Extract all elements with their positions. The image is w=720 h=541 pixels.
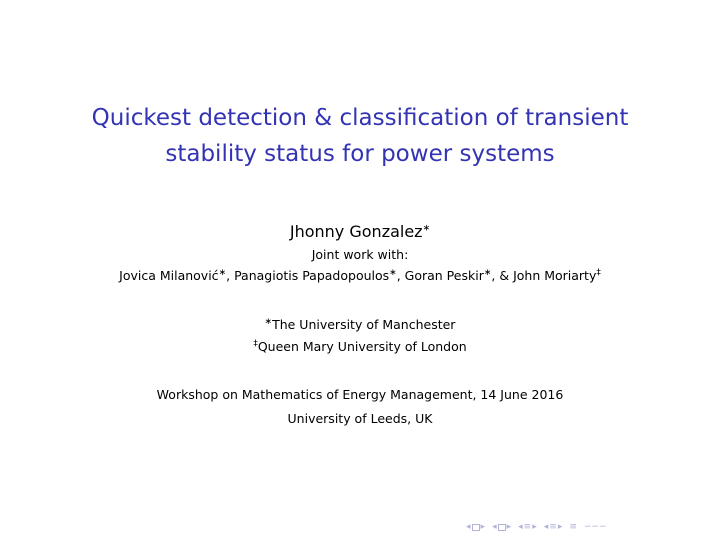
title-line-2: stability status for power systems: [165, 141, 555, 167]
coauthor-name: Panagiotis Papadopoulos: [234, 268, 390, 283]
venue-info: University of Leeds, UK: [287, 411, 433, 426]
event-info: Workshop on Mathematics of Energy Management, 14 June 2016: [156, 387, 564, 402]
section-nav: [518, 522, 537, 532]
coauthor-mark: ‡: [596, 267, 601, 278]
subsection-nav: [492, 522, 511, 532]
affiliation-name: The University of Manchester: [272, 317, 456, 332]
coauthor-separator: , &: [491, 268, 514, 283]
joint-work-label: Joint work with:: [311, 247, 409, 262]
beamer-navigation-bar: [466, 520, 612, 534]
title-line-1: Quickest detection & classification of transient: [91, 105, 629, 131]
affiliation-name: Queen Mary University of London: [257, 339, 467, 354]
coauthor-separator: ,: [396, 268, 405, 283]
affiliation-mark: ∗: [264, 316, 273, 327]
subsection-prev-icon[interactable]: ◂: [492, 522, 497, 532]
section-prev-icon[interactable]: ◂: [518, 522, 523, 532]
frame-nav: [466, 522, 485, 532]
coauthor-list: [0, 268, 720, 283]
search-icon[interactable]: ∽∽∽: [583, 522, 607, 532]
subsection-next-icon[interactable]: ▸: [506, 522, 512, 532]
section-icon[interactable]: ≡: [523, 522, 532, 532]
slide-prev-icon[interactable]: ◂: [543, 522, 549, 532]
affiliation-manchester: [0, 317, 720, 332]
search-nav: [584, 522, 607, 532]
section-next-icon[interactable]: ▸: [532, 522, 537, 532]
coauthor-name: Goran Peskir: [404, 268, 484, 283]
frame-next-icon[interactable]: ▸: [480, 522, 486, 532]
coauthor-name: John Moriarty: [513, 268, 597, 283]
coauthor-name: Jovica Milanović: [119, 268, 219, 283]
author-name: Jhonny Gonzalez: [289, 222, 423, 241]
frame-icon[interactable]: [472, 524, 480, 531]
align-nav: [569, 522, 577, 532]
coauthor-mark: ∗: [218, 267, 227, 278]
author-mark: ∗: [422, 223, 431, 234]
presentation-title: [0, 100, 720, 172]
affiliation-mark: ‡: [253, 338, 258, 349]
slide-nav: [544, 522, 563, 532]
coauthor-mark: ∗: [389, 267, 397, 278]
coauthor-separator: ,: [226, 268, 235, 283]
affiliation-qmul: [0, 339, 720, 354]
slide-next-icon[interactable]: ▸: [557, 522, 563, 532]
align-icon[interactable]: ≡: [569, 522, 577, 532]
subsection-icon[interactable]: [498, 524, 506, 531]
slide-icon[interactable]: ≡: [549, 522, 557, 532]
author: [0, 222, 720, 241]
frame-prev-icon[interactable]: ◂: [466, 522, 471, 532]
coauthor-mark: ∗: [483, 267, 492, 278]
